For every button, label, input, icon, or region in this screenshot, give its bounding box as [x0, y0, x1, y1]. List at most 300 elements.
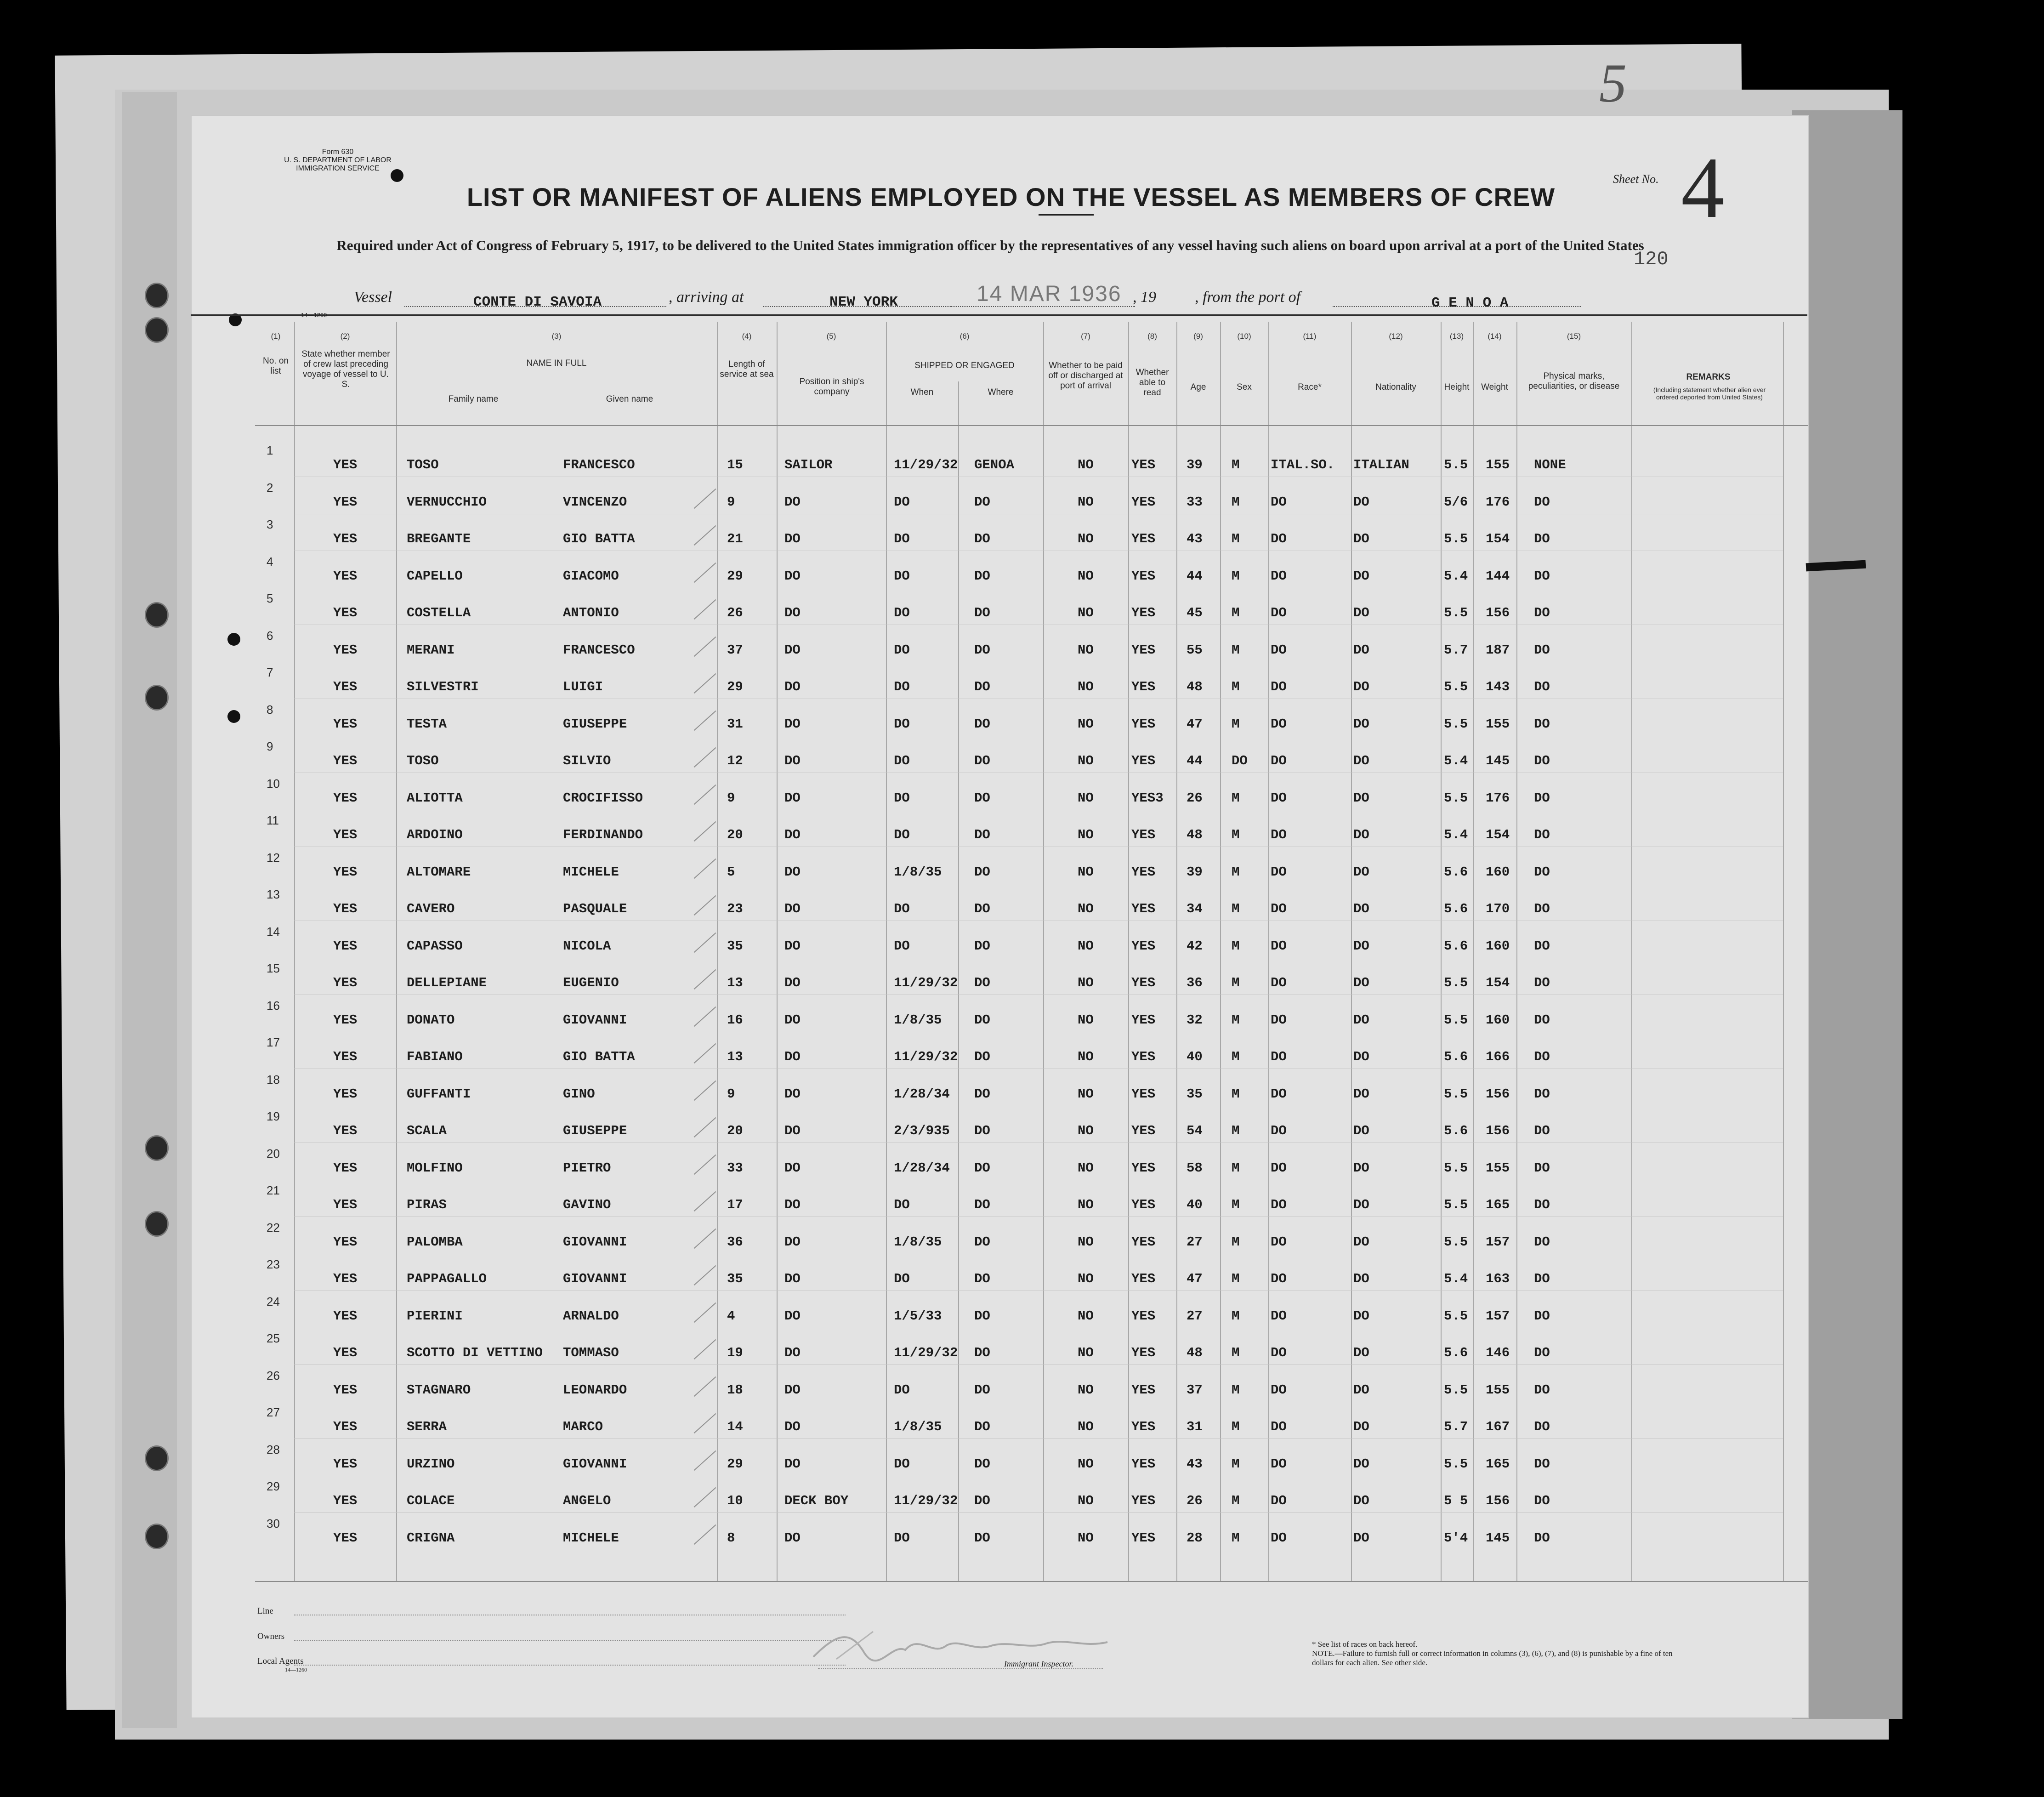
cell-family-name: DONATO	[407, 1012, 455, 1028]
cell-nationality: DO	[1353, 1086, 1369, 1102]
cell-sex: M	[1232, 569, 1240, 584]
cell-family-name: VERNUCCHIO	[407, 495, 487, 510]
cell-weight: 154	[1486, 531, 1510, 546]
cell-sex: M	[1232, 1382, 1240, 1398]
cell-age: 37	[1187, 1382, 1203, 1398]
header-crew-status: State whether member of crew last preceding voyage of vessel to U. S.	[301, 349, 390, 389]
column-rule	[1351, 322, 1352, 1581]
cell-crew-status: YES	[333, 1382, 358, 1398]
cell-age: 45	[1187, 605, 1203, 620]
cell-race: DO	[1271, 1419, 1287, 1434]
cell-crew-status: YES	[333, 1530, 358, 1546]
cell-race: DO	[1271, 1345, 1287, 1360]
cell-position: DO	[784, 1308, 801, 1324]
cell-crew-status: YES	[333, 717, 358, 732]
cell-given-name: GIO BATTA	[563, 531, 635, 546]
cell-race: DO	[1271, 1086, 1287, 1102]
cell-shipped-when: 1/8/35	[894, 864, 942, 880]
cell-shipped-when: DO	[894, 569, 910, 584]
cell-shipped-where: DO	[974, 1456, 990, 1472]
cell-height: 5 5	[1444, 1493, 1468, 1508]
cell-age: 58	[1187, 1160, 1203, 1176]
cell-sex: M	[1232, 1419, 1240, 1434]
cell-given-name: FRANCESCO	[563, 643, 635, 658]
cell-shipped-where: DO	[974, 1308, 990, 1324]
cell-able-to-read: YES	[1131, 827, 1156, 842]
column-number: (3)	[551, 332, 562, 341]
cell-race: DO	[1271, 679, 1287, 694]
cell-race: DO	[1271, 753, 1287, 768]
cell-height: 5.5	[1444, 1160, 1468, 1176]
cell-position: DECK BOY	[784, 1493, 849, 1508]
cell-given-name: FRANCESCO	[563, 457, 635, 472]
cell-physical-marks: DO	[1534, 901, 1550, 916]
cell-age: 44	[1187, 569, 1203, 584]
cell-given-name: VINCENZO	[563, 495, 627, 510]
row-number: 12	[267, 851, 280, 864]
cell-nationality: DO	[1353, 1456, 1369, 1472]
cell-shipped-where: DO	[974, 1530, 990, 1546]
from-port-label: , from the port of	[1195, 289, 1301, 306]
cell-given-name: GIOVANNI	[563, 1456, 627, 1472]
cell-weight: 154	[1486, 827, 1510, 842]
cell-physical-marks: DO	[1534, 569, 1550, 584]
cell-family-name: COSTELLA	[407, 605, 471, 620]
cell-crew-status: YES	[333, 1049, 358, 1064]
cell-given-name: GIOVANNI	[563, 1012, 627, 1028]
cell-weight: 165	[1486, 1456, 1510, 1472]
cell-height: 5.5	[1444, 790, 1468, 806]
cell-race: DO	[1271, 938, 1287, 954]
row-number: 28	[267, 1443, 280, 1456]
header-physical-marks: Physical marks, peculiarities, or disease	[1528, 371, 1620, 391]
cell-paid-off: NO	[1078, 1530, 1094, 1546]
cell-crew-status: YES	[333, 938, 358, 954]
cell-sex: M	[1232, 938, 1240, 954]
cell-sex: M	[1232, 1456, 1240, 1472]
cell-race: DO	[1271, 531, 1287, 546]
cell-age: 55	[1187, 643, 1203, 658]
cell-shipped-where: DO	[974, 569, 990, 584]
cell-age: 39	[1187, 864, 1203, 880]
row-number: 29	[267, 1479, 280, 1493]
cell-length-of-service: 9	[727, 495, 735, 510]
row-number: 13	[267, 887, 280, 901]
cell-weight: 166	[1486, 1049, 1510, 1064]
cell-physical-marks: DO	[1534, 1308, 1550, 1324]
cell-sex: M	[1232, 1012, 1240, 1028]
cell-family-name: GUFFANTI	[407, 1086, 471, 1102]
cell-weight: 157	[1486, 1308, 1510, 1324]
cell-family-name: ALIOTTA	[407, 790, 463, 806]
column-number: (8)	[1147, 332, 1157, 341]
cell-family-name: ALTOMARE	[407, 864, 471, 880]
cell-position: DO	[784, 827, 801, 842]
cell-shipped-where: DO	[974, 753, 990, 768]
cell-position: DO	[784, 1197, 801, 1212]
header-shipped-or-engaged: SHIPPED OR ENGAGED	[914, 361, 1015, 370]
column-rule	[396, 322, 397, 1581]
cell-able-to-read: YES	[1131, 1493, 1156, 1508]
cell-shipped-when: 11/29/32	[894, 1493, 958, 1508]
cell-age: 27	[1187, 1308, 1203, 1324]
cell-given-name: MICHELE	[563, 864, 619, 880]
cell-position: DO	[784, 1456, 801, 1472]
year-label: , 19	[1133, 289, 1156, 306]
row-number: 23	[267, 1257, 280, 1271]
cell-sex: M	[1232, 1160, 1240, 1176]
cell-given-name: PASQUALE	[563, 901, 627, 916]
cell-given-name: GIACOMO	[563, 569, 619, 584]
title-underline	[1039, 214, 1094, 216]
cell-able-to-read: YES	[1131, 1086, 1156, 1102]
cell-nationality: DO	[1353, 1493, 1369, 1508]
cell-nationality: DO	[1353, 1197, 1369, 1212]
cell-nationality: DO	[1353, 901, 1369, 916]
cell-length-of-service: 29	[727, 679, 743, 694]
form-number: Form 630	[322, 148, 354, 156]
column-number: (10)	[1237, 332, 1251, 341]
cell-given-name: FERDINANDO	[563, 827, 643, 842]
cell-family-name: CAPELLO	[407, 569, 463, 584]
cell-position: DO	[784, 864, 801, 880]
cell-weight: 144	[1486, 569, 1510, 584]
cell-paid-off: NO	[1078, 457, 1094, 472]
cell-length-of-service: 26	[727, 605, 743, 620]
header-race: Race*	[1298, 382, 1322, 392]
handwritten-mark: 5	[1599, 52, 1627, 114]
cell-sex: M	[1232, 901, 1240, 916]
cell-shipped-where: DO	[974, 1382, 990, 1398]
cell-shipped-when: DO	[894, 827, 910, 842]
cell-height: 5.5	[1444, 531, 1468, 546]
cell-position: DO	[784, 1234, 801, 1250]
row-number: 15	[267, 961, 280, 975]
cell-race: DO	[1271, 864, 1287, 880]
cell-family-name: TOSO	[407, 457, 439, 472]
cell-sex: M	[1232, 790, 1240, 806]
cell-paid-off: NO	[1078, 1345, 1094, 1360]
cell-family-name: CRIGNA	[407, 1530, 455, 1546]
cell-race: DO	[1271, 1197, 1287, 1212]
cell-physical-marks: DO	[1534, 1419, 1550, 1434]
cell-physical-marks: DO	[1534, 827, 1550, 842]
cell-family-name: MOLFINO	[407, 1160, 463, 1176]
cell-weight: 176	[1486, 495, 1510, 510]
cell-race: DO	[1271, 1530, 1287, 1546]
cell-given-name: ANTONIO	[563, 605, 619, 620]
cell-shipped-when: DO	[894, 531, 910, 546]
cell-shipped-where: DO	[974, 717, 990, 732]
cell-height: 5.5	[1444, 1197, 1468, 1212]
cell-sex: M	[1232, 1197, 1240, 1212]
cell-length-of-service: 20	[727, 1123, 743, 1138]
arriving-label: , arriving at	[669, 289, 744, 306]
cell-paid-off: NO	[1078, 717, 1094, 732]
cell-crew-status: YES	[333, 1012, 358, 1028]
cell-position: DO	[784, 1049, 801, 1064]
cell-height: 5.6	[1444, 1049, 1468, 1064]
cell-physical-marks: DO	[1534, 1086, 1550, 1102]
cell-shipped-where: DO	[974, 531, 990, 546]
cell-paid-off: NO	[1078, 1493, 1094, 1508]
binder-hole	[145, 685, 169, 711]
cell-sex: M	[1232, 495, 1240, 510]
cell-height: 5.6	[1444, 1123, 1468, 1138]
cell-family-name: BREGANTE	[407, 531, 471, 546]
cell-crew-status: YES	[333, 790, 358, 806]
cell-shipped-when: 11/29/32	[894, 975, 958, 990]
row-number: 27	[267, 1405, 280, 1419]
cell-weight: 160	[1486, 864, 1510, 880]
cell-crew-status: YES	[333, 864, 358, 880]
cell-age: 26	[1187, 790, 1203, 806]
cell-crew-status: YES	[333, 1160, 358, 1176]
cell-family-name: PIERINI	[407, 1308, 463, 1324]
cell-age: 43	[1187, 531, 1203, 546]
cell-nationality: DO	[1353, 938, 1369, 954]
column-rule	[1441, 322, 1442, 1581]
cell-sex: M	[1232, 1493, 1240, 1508]
cell-given-name: LUIGI	[563, 679, 603, 694]
cell-position: DO	[784, 1123, 801, 1138]
cell-shipped-when: DO	[894, 643, 910, 658]
cell-given-name: MARCO	[563, 1419, 603, 1434]
cell-age: 44	[1187, 753, 1203, 768]
punch-mark	[227, 633, 240, 646]
cell-family-name: MERANI	[407, 643, 455, 658]
row-number: 26	[267, 1369, 280, 1382]
cell-sex: M	[1232, 1086, 1240, 1102]
cell-given-name: GAVINO	[563, 1197, 611, 1212]
cell-shipped-when: 1/5/33	[894, 1308, 942, 1324]
cell-nationality: DO	[1353, 531, 1369, 546]
column-rule	[1268, 322, 1269, 1581]
cell-age: 40	[1187, 1197, 1203, 1212]
cell-able-to-read: YES	[1131, 901, 1156, 916]
cell-able-to-read: YES	[1131, 1234, 1156, 1250]
cell-position: DO	[784, 679, 801, 694]
cell-crew-status: YES	[333, 569, 358, 584]
arriving-port: NEW YORK	[829, 294, 898, 310]
column-rule	[1043, 322, 1044, 1581]
cell-race: DO	[1271, 1012, 1287, 1028]
cell-able-to-read: YES	[1131, 569, 1156, 584]
cell-length-of-service: 20	[727, 827, 743, 842]
cell-physical-marks: DO	[1534, 790, 1550, 806]
cell-able-to-read: YES	[1131, 1123, 1156, 1138]
cell-given-name: GIO BATTA	[563, 1049, 635, 1064]
cell-age: 36	[1187, 975, 1203, 990]
header-length-of-service: Length of service at sea	[720, 359, 774, 379]
cell-family-name: COLACE	[407, 1493, 455, 1508]
column-rule	[1631, 322, 1632, 1581]
cell-crew-status: YES	[333, 1234, 358, 1250]
cell-shipped-where: DO	[974, 938, 990, 954]
cell-height: 5.4	[1444, 753, 1468, 768]
cell-shipped-where: DO	[974, 864, 990, 880]
cell-paid-off: NO	[1078, 679, 1094, 694]
cell-position: DO	[784, 569, 801, 584]
cell-crew-status: YES	[333, 679, 358, 694]
cell-physical-marks: DO	[1534, 1197, 1550, 1212]
row-number: 18	[267, 1073, 280, 1086]
row-number: 1	[267, 444, 273, 457]
cell-length-of-service: 19	[727, 1345, 743, 1360]
cell-race: DO	[1271, 827, 1287, 842]
cell-sex: M	[1232, 1271, 1240, 1286]
cell-position: DO	[784, 1160, 801, 1176]
cell-height: 5.6	[1444, 864, 1468, 880]
sheet-number: 4	[1681, 140, 1725, 236]
cell-able-to-read: YES	[1131, 605, 1156, 620]
cell-physical-marks: DO	[1534, 938, 1550, 954]
cell-sex: M	[1232, 827, 1240, 842]
cell-physical-marks: DO	[1534, 1493, 1550, 1508]
cell-length-of-service: 13	[727, 1049, 743, 1064]
cell-age: 26	[1187, 1493, 1203, 1508]
header-given-name: Given name	[606, 394, 653, 404]
vessel-label: Vessel	[354, 289, 392, 306]
cell-weight: 167	[1486, 1419, 1510, 1434]
cell-position: DO	[784, 1382, 801, 1398]
cell-shipped-when: 11/29/32	[894, 1345, 958, 1360]
cell-able-to-read: YES	[1131, 495, 1156, 510]
cell-sex: M	[1232, 643, 1240, 658]
cell-paid-off: NO	[1078, 1456, 1094, 1472]
cell-paid-off: NO	[1078, 531, 1094, 546]
cell-nationality: DO	[1353, 1234, 1369, 1250]
cell-nationality: DO	[1353, 1308, 1369, 1324]
cell-physical-marks: DO	[1534, 643, 1550, 658]
binder-hole	[145, 317, 169, 343]
cell-able-to-read: YES	[1131, 1160, 1156, 1176]
cell-height: 5.7	[1444, 643, 1468, 658]
cell-family-name: PAPPAGALLO	[407, 1271, 487, 1286]
cell-family-name: CAPASSO	[407, 938, 463, 954]
cell-given-name: GIUSEPPE	[563, 717, 627, 732]
cell-weight: 155	[1486, 717, 1510, 732]
cell-length-of-service: 29	[727, 1456, 743, 1472]
dotted-rule	[294, 1665, 846, 1666]
cell-position: DO	[784, 1271, 801, 1286]
cell-length-of-service: 35	[727, 1271, 743, 1286]
footer-notes	[1312, 1640, 1689, 1667]
cell-height: 5.6	[1444, 901, 1468, 916]
cell-paid-off: NO	[1078, 1123, 1094, 1138]
cell-crew-status: YES	[333, 643, 358, 658]
row-number: 17	[267, 1035, 280, 1049]
cell-crew-status: YES	[333, 495, 358, 510]
cell-length-of-service: 33	[727, 1160, 743, 1176]
cell-shipped-when: 2/3/935	[894, 1123, 950, 1138]
cell-physical-marks: DO	[1534, 717, 1550, 732]
cell-height: 5'4	[1444, 1530, 1468, 1546]
cell-sex: M	[1232, 457, 1240, 472]
cell-length-of-service: 8	[727, 1530, 735, 1546]
column-number: (11)	[1303, 332, 1317, 341]
cell-able-to-read: YES	[1131, 717, 1156, 732]
cell-weight: 187	[1486, 643, 1510, 658]
cell-given-name: MICHELE	[563, 1530, 619, 1546]
cell-given-name: SILVIO	[563, 753, 611, 768]
cell-crew-status: YES	[333, 1419, 358, 1434]
cell-family-name: SCOTTO DI VETTINO	[407, 1345, 543, 1360]
cell-position: DO	[784, 1530, 801, 1546]
cell-family-name: TESTA	[407, 717, 447, 732]
cell-crew-status: YES	[333, 1197, 358, 1212]
cell-shipped-when: DO	[894, 753, 910, 768]
cell-race: DO	[1271, 901, 1287, 916]
cell-paid-off: NO	[1078, 1160, 1094, 1176]
cell-shipped-when: 11/29/32	[894, 457, 958, 472]
cell-position: DO	[784, 901, 801, 916]
cell-height: 5.5	[1444, 1456, 1468, 1472]
cell-able-to-read: YES	[1131, 1012, 1156, 1028]
cell-length-of-service: 16	[727, 1012, 743, 1028]
cell-age: 31	[1187, 1419, 1203, 1434]
cell-shipped-where: DO	[974, 975, 990, 990]
cell-physical-marks: NONE	[1534, 457, 1566, 472]
cell-nationality: DO	[1353, 717, 1369, 732]
cell-height: 5.5	[1444, 679, 1468, 694]
cell-shipped-when: DO	[894, 790, 910, 806]
cell-able-to-read: YES	[1131, 1049, 1156, 1064]
cell-height: 5.4	[1444, 827, 1468, 842]
cell-nationality: DO	[1353, 679, 1369, 694]
cell-nationality: DO	[1353, 1530, 1369, 1546]
footer-agents-label: Local Agents	[257, 1656, 304, 1666]
cell-nationality: DO	[1353, 1382, 1369, 1398]
cell-family-name: SILVESTRI	[407, 679, 479, 694]
column-rule	[886, 322, 887, 1581]
binder-hole	[145, 1445, 169, 1471]
cell-sex: M	[1232, 1234, 1240, 1250]
cell-nationality: DO	[1353, 1123, 1369, 1138]
cell-given-name: LEONARDO	[563, 1382, 627, 1398]
cell-weight: 156	[1486, 1123, 1510, 1138]
cell-shipped-when: DO	[894, 717, 910, 732]
cell-length-of-service: 13	[727, 975, 743, 990]
cell-weight: 170	[1486, 901, 1510, 916]
cell-race: DO	[1271, 605, 1287, 620]
cell-age: 43	[1187, 1456, 1203, 1472]
cell-height: 5.5	[1444, 1234, 1468, 1250]
cell-height: 5.4	[1444, 1271, 1468, 1286]
cell-weight: 155	[1486, 1382, 1510, 1398]
cell-physical-marks: DO	[1534, 1345, 1550, 1360]
cell-shipped-when: 1/28/34	[894, 1160, 950, 1176]
cell-nationality: DO	[1353, 569, 1369, 584]
cell-shipped-where: DO	[974, 643, 990, 658]
cell-shipped-when: DO	[894, 679, 910, 694]
cell-paid-off: NO	[1078, 938, 1094, 954]
column-rule	[1220, 322, 1221, 1581]
cell-crew-status: YES	[333, 1086, 358, 1102]
cell-crew-status: YES	[333, 1456, 358, 1472]
cell-able-to-read: YES	[1131, 457, 1156, 472]
cell-paid-off: NO	[1078, 864, 1094, 880]
cell-position: DO	[784, 495, 801, 510]
cell-age: 33	[1187, 495, 1203, 510]
row-number: 19	[267, 1109, 280, 1123]
cell-able-to-read: YES	[1131, 753, 1156, 768]
row-number: 20	[267, 1147, 280, 1160]
column-number: (14)	[1488, 332, 1502, 341]
cell-paid-off: NO	[1078, 901, 1094, 916]
binder-hole	[145, 1211, 169, 1237]
row-number: 9	[267, 739, 273, 753]
